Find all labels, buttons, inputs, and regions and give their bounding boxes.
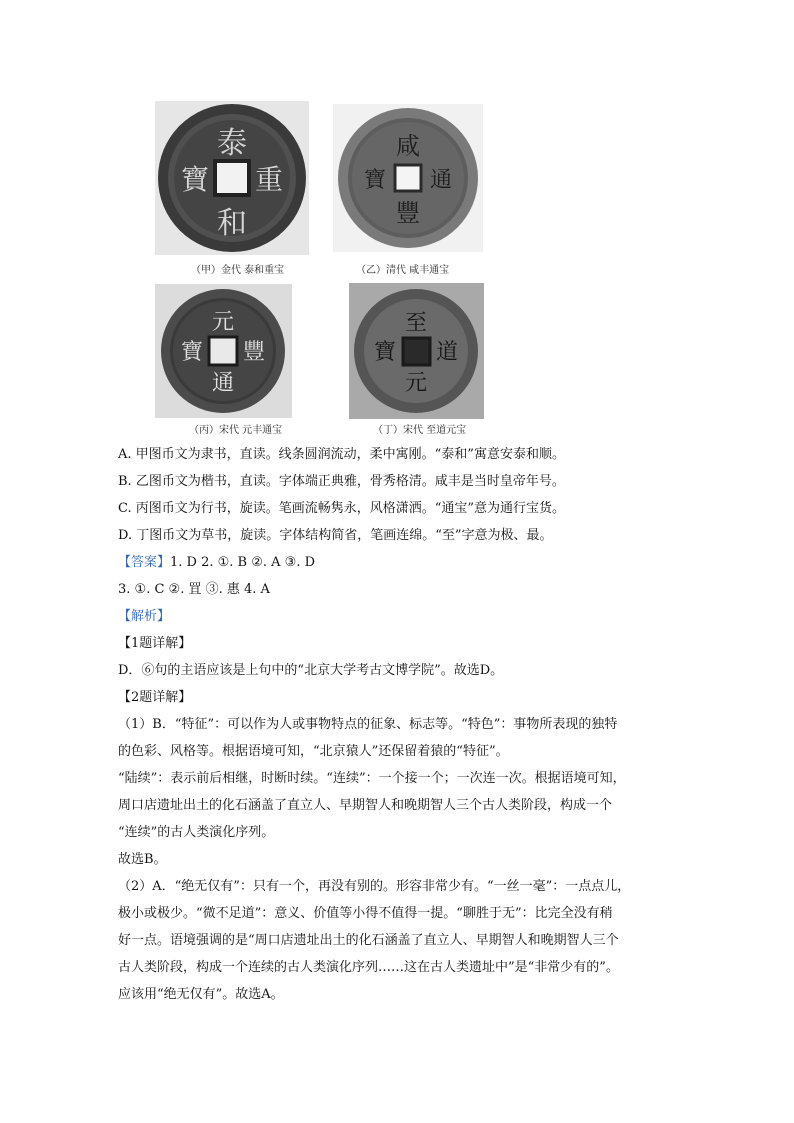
coin-char: 寶 [180, 340, 204, 365]
coin-image-jia [155, 101, 309, 255]
q2-line: 周口店遗址出土的化石涵盖了直立人、早期智人和晚期智人三个古人类阶段，构成一个 [118, 798, 613, 813]
option-c: C. 丙图币文为行书，旋读。笔画流畅隽永，风格潇洒。“通宝”意为通行宝货。 [118, 501, 566, 516]
coin-char: 道 [435, 340, 459, 365]
answer-line-1 [118, 555, 315, 571]
caption-jia: （甲）金代 泰和重宝 [191, 265, 285, 276]
coin-image-yi [333, 104, 483, 252]
coin-char: 通 [211, 371, 235, 396]
q2-line: 极小或极少。“微不足道”：意义、价值等小得不值得一提。“聊胜于无”：比完全没有稍 [118, 906, 613, 921]
q2-line: 故选B。 [118, 852, 167, 867]
coin-char: 豐 [396, 199, 420, 227]
option-d: D. 丁图币文为草书，旋读。字体结构简省，笔画连绵。“至”字意为极、最。 [118, 528, 553, 543]
caption-ding: （丁）宋代 至道元宝 [373, 425, 467, 436]
answer-label: 【答案】 [118, 555, 171, 570]
caption-yi: （乙）清代 咸丰通宝 [356, 265, 450, 276]
caption-bing: （丙）宋代 元丰通宝 [189, 425, 283, 436]
coin-image-bing [155, 284, 292, 418]
coin-image-ding [349, 283, 484, 419]
coin-char: 和 [217, 206, 247, 241]
coin-char: 豐 [242, 340, 266, 365]
q2-line: 古人类阶段，构成一个连续的古人类演化序列……这在古人类遗址中”是“非常少有的”。 [118, 960, 619, 975]
q2-line: “陆续”：表示前后相继，时断时续。“连续”：一个接一个；一次连一次。根据语境可知， [118, 771, 626, 786]
q2-line: 应该用“绝无仅有”。故选A。 [118, 987, 284, 1002]
q2-line: （1）B．“特征”：可以作为人或事物特点的征象、标志等。“特色”：事物所表现的独特 [118, 717, 618, 732]
q2-line: 的色彩、风格等。根据语境可知，“北京猿人”还保留着猿的“特征”。 [118, 744, 509, 759]
coin-char: 寶 [180, 163, 210, 196]
coin-char: 通 [429, 168, 453, 193]
q2-line: “连续”的古人类演化序列。 [118, 825, 275, 840]
q2-line: 好一点。语境强调的是“周口店遗址出土的化石涵盖了直立人、早期智人和晚期智人三个 [118, 933, 619, 948]
option-b: B. 乙图币文为楷书，直读。字体端正典雅，骨秀格清。咸丰是当时皇帝年号。 [118, 474, 565, 489]
coin-char: 泰 [217, 126, 247, 161]
coin-char: 重 [254, 163, 284, 196]
coin-char: 至 [404, 311, 428, 336]
coin-char: 寶 [373, 340, 397, 365]
coin-char: 元 [404, 371, 428, 396]
q2-line: （2）A．“绝无仅有”：只有一个，再没有别的。形容非常少有。“一丝一毫”：一点点儿， [118, 879, 631, 894]
q1-title: 【1题详解】 [118, 636, 192, 651]
coin-char: 元 [211, 310, 235, 335]
answer-text-1: 1. D 2. ①. B ②. A ③. D [170, 555, 316, 570]
coin-char: 咸 [396, 132, 420, 160]
q1-text: D．⑥句的主语应该是上句中的“北京大学考古文博学院”。故选D。 [118, 663, 504, 678]
answer-line-2: 3. ①. C ②. 罝 ③. 惠 4. A [118, 582, 270, 597]
option-a: A. 甲图币文为隶书，直读。线条圆润流动，柔中寓刚。“泰和”寓意安泰和顺。 [118, 447, 565, 462]
coin-char: 寶 [363, 168, 387, 193]
analysis-label: 【解析】 [118, 609, 171, 624]
q2-title: 【2题详解】 [118, 690, 192, 705]
